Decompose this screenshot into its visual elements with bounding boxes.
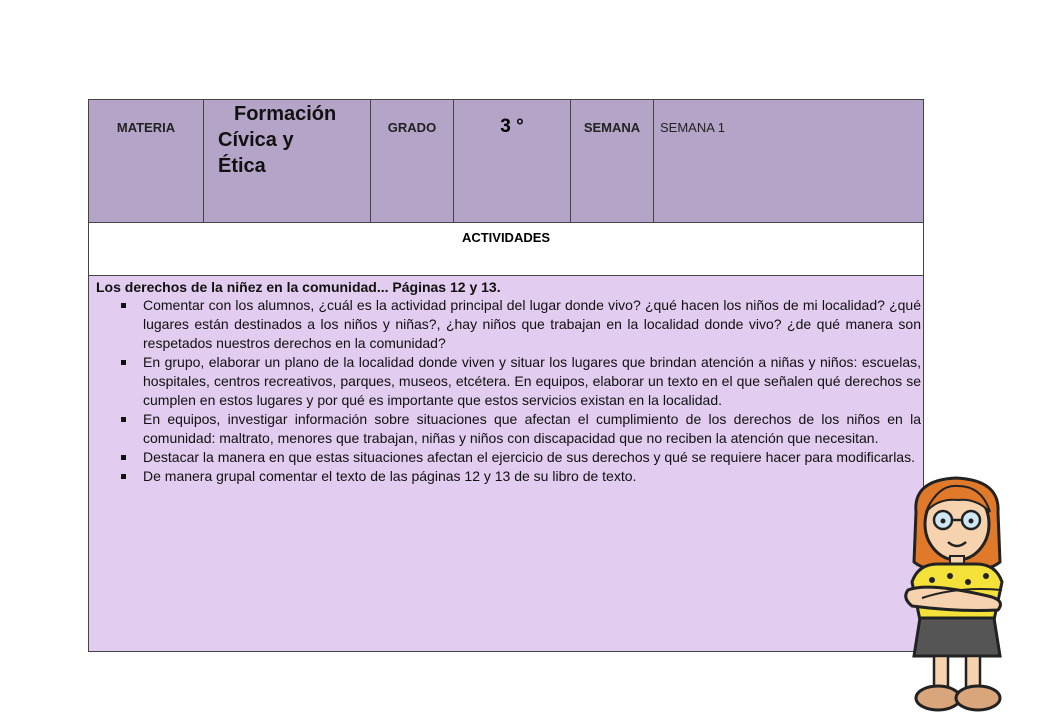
activity-item: Comentar con los alumnos, ¿cuál es la actividad principal del lugar donde vivo? ¿qué hacen los niños de mi localidad? ¿qué lugares están destinados a los niños y niñas?, ¿hay niños que trabajan en la localidad donde vivo? ¿de qué manera son respetados nuestros derechos en la comunidad? [143, 297, 921, 351]
actividades-row [89, 223, 924, 276]
semana-value: SEMANA 1 [654, 100, 924, 223]
teacher-girl-illustration [898, 472, 1016, 720]
activity-item: En equipos, investigar información sobre situaciones que afectan el cumplimiento de los derechos de los niños en la comunidad: maltrato, menores que trabajan, niñas y niños con discapacidad que no reciben la atención que necesitan. [143, 411, 921, 446]
activities-list [95, 296, 923, 486]
activity-item: De manera grupal comentar el texto de las páginas 12 y 13 de su libro de texto. [143, 467, 923, 486]
actividades-label: ACTIVIDADES [89, 223, 924, 276]
header-row [89, 100, 924, 223]
subject-name [204, 100, 371, 223]
semana-label: SEMANA [571, 100, 654, 223]
activity-item: En grupo, elaborar un plano de la localidad donde viven y situar los lugares que brindan atención a niñas y niños: escuelas, hospitales, centros recreativos, parques, museos, etcétera. En equipos, elaborar un texto en el que señalen qué derechos se cumplen en estos lugares y por qué es importante que estos servicios existan en la localidad. [143, 354, 921, 408]
grado-value: 3 ° [454, 100, 571, 223]
materia-label: MATERIA [89, 100, 204, 223]
subject-line-2: Cívica y [218, 129, 294, 151]
subject-line-1: Formación [234, 103, 337, 125]
grado-label: GRADO [371, 100, 454, 223]
planning-table [88, 99, 924, 652]
activity-item: Destacar la manera en que estas situaciones afectan el ejercicio de sus derechos y qué se requiere hacer para modificarlas. [143, 448, 923, 467]
activities-body-row [89, 276, 924, 652]
activities-cell [89, 276, 924, 652]
lesson-title: Los derechos de la niñez en la comunidad... Páginas 12 y 13. [96, 279, 501, 295]
subject-line-3: Ética [218, 155, 266, 177]
